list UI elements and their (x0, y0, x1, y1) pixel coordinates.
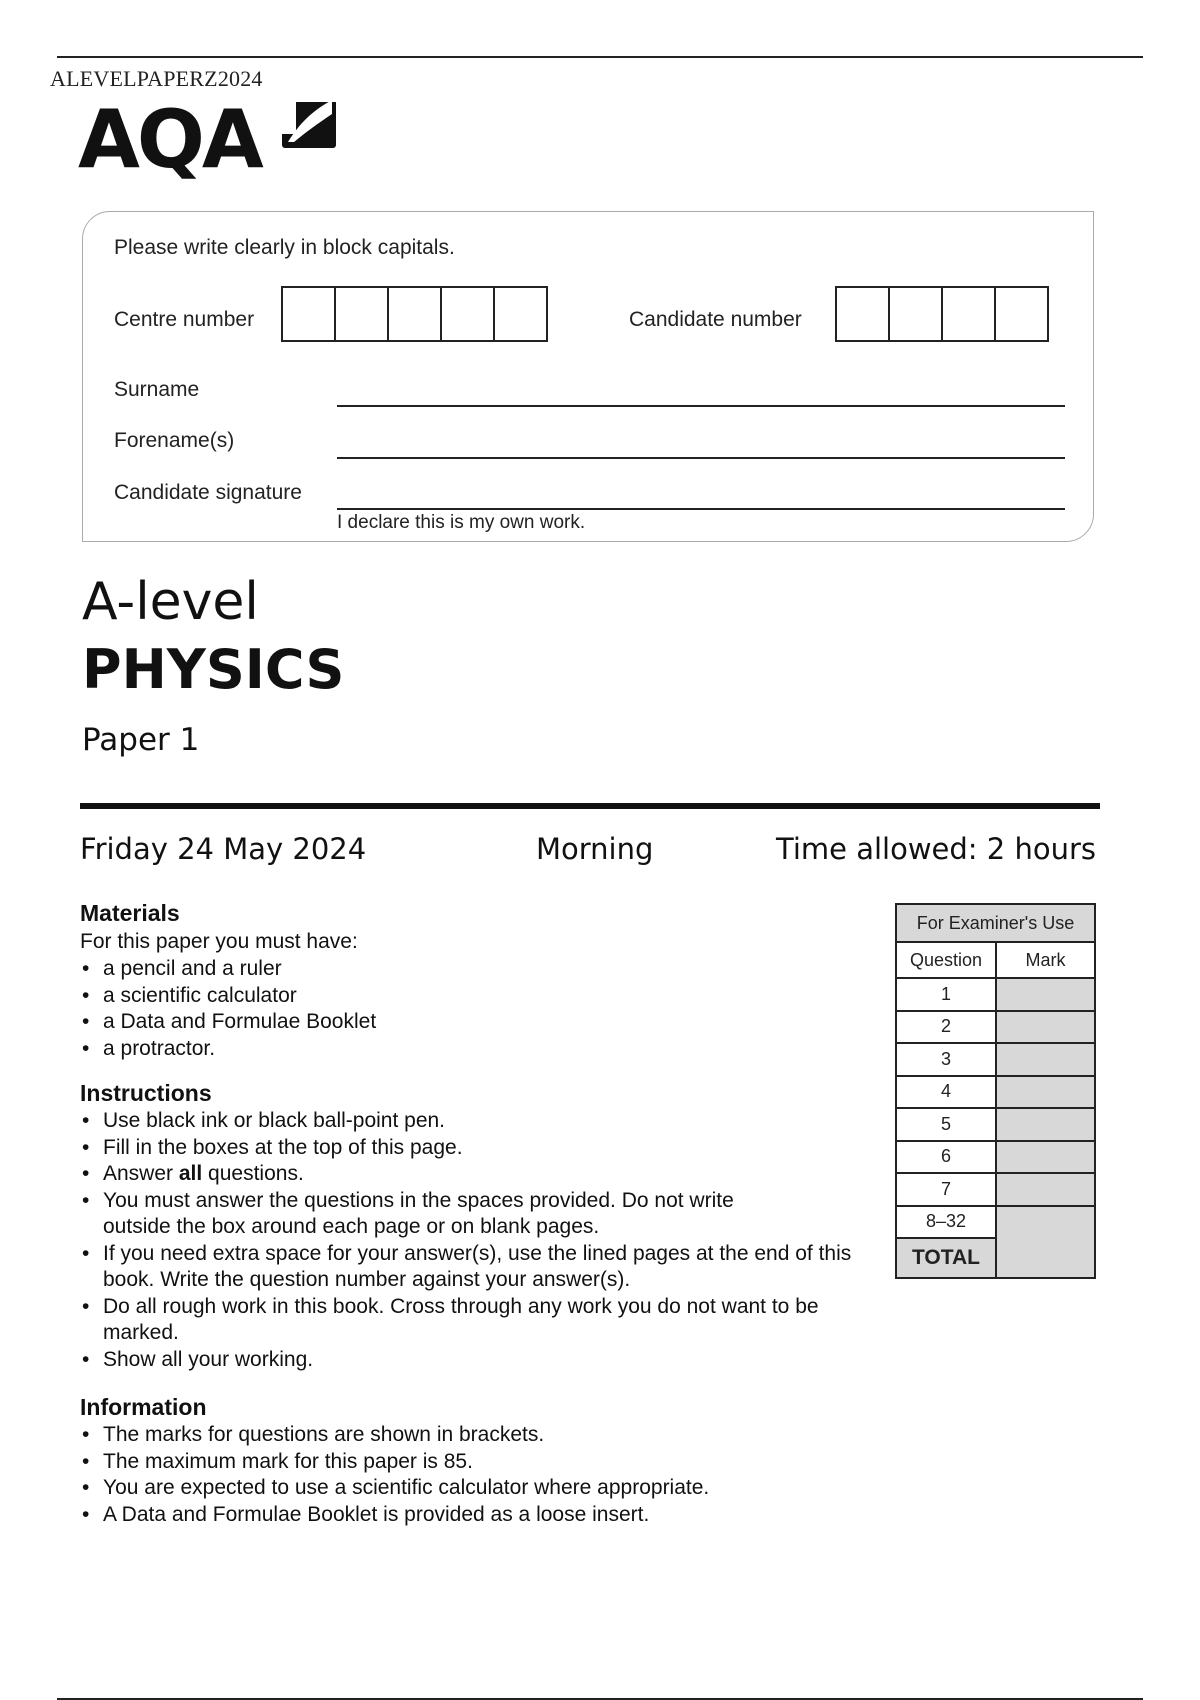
question-number: 3 (896, 1043, 996, 1076)
signature-label: Candidate signature (114, 481, 302, 504)
centre-number-digit-box[interactable] (334, 286, 389, 342)
list-item: • Use black ink or black ball-point pen. (80, 1108, 865, 1135)
answer-all-emphasis: all (178, 1162, 203, 1185)
centre-number-digit-box[interactable] (493, 286, 548, 342)
answer-all-after: questions. (202, 1162, 304, 1185)
candidate-number-boxes[interactable] (835, 286, 1047, 342)
list-item (80, 1161, 865, 1188)
table-row (896, 1173, 1095, 1206)
aqa-logo-text: AQA (78, 93, 261, 186)
list-item: • The marks for questions are shown in brackets. (80, 1422, 880, 1449)
list-item: • You are expected to use a scientific calculator where appropriate. (80, 1475, 880, 1502)
total-label: TOTAL (896, 1238, 996, 1278)
mark-cell (996, 1206, 1095, 1279)
mark-cell (996, 1043, 1095, 1076)
question-number: 2 (896, 1011, 996, 1044)
mark-cell (996, 1108, 1095, 1141)
surname-label: Surname (114, 378, 200, 401)
mark-cell (996, 1011, 1095, 1044)
list-item: • If you need extra space for your answer(s), use the lined pages at the end of this book. Write the question number against your answer(s). (80, 1241, 865, 1294)
candidate-number-digit-box[interactable] (888, 286, 943, 342)
materials-intro: For this paper you must have: (80, 930, 358, 953)
candidate-details-box (82, 211, 1094, 542)
centre-number-label: Centre number (114, 308, 255, 331)
declaration-text: I declare this is my own work. (337, 512, 586, 533)
materials-list (80, 956, 880, 1062)
header-divider (80, 803, 1100, 809)
table-row (896, 1108, 1095, 1141)
information-section (80, 1392, 880, 1528)
aqa-logo (78, 92, 378, 192)
table-row (896, 1011, 1095, 1044)
question-column-header: Question (896, 942, 996, 978)
list-item: • The maximum mark for this paper is 85. (80, 1449, 880, 1476)
top-rule (57, 56, 1143, 58)
mark-column-header: Mark (996, 942, 1095, 978)
aqa-leaf-mark-icon (280, 92, 338, 150)
examiner-use-table (895, 903, 1096, 1279)
surname-line[interactable] (337, 405, 1065, 407)
time-allowed: Time allowed: 2 hours (776, 832, 1096, 866)
instructions-list (80, 1108, 865, 1373)
information-list (80, 1422, 880, 1528)
exam-date: Friday 24 May 2024 (80, 832, 367, 866)
list-item: • Do all rough work in this book. Cross through any work you do not want to be marked. (80, 1294, 838, 1347)
candidate-number-digit-box[interactable] (994, 286, 1049, 342)
instructions-heading: Instructions (80, 1080, 212, 1106)
question-number: 1 (896, 978, 996, 1011)
exam-session: Morning (536, 832, 654, 866)
list-item: • A Data and Formulae Booklet is provided as a loose insert. (80, 1502, 880, 1529)
signature-line[interactable] (337, 508, 1065, 510)
table-row (896, 1043, 1095, 1076)
question-number: 5 (896, 1108, 996, 1141)
block-capitals-instruction: Please write clearly in block capitals. (114, 236, 455, 259)
instructions-section (80, 1078, 865, 1373)
paper-number: Paper 1 (82, 722, 200, 758)
centre-number-digit-box[interactable] (440, 286, 495, 342)
candidate-number-digit-box[interactable] (941, 286, 996, 342)
list-item: • a pencil and a ruler (80, 956, 880, 983)
mark-cell (996, 1076, 1095, 1109)
table-row (896, 1076, 1095, 1109)
list-item: • a Data and Formulae Booklet (80, 1009, 880, 1036)
question-number: 7 (896, 1173, 996, 1206)
mark-cell (996, 978, 1095, 1011)
qualification-level: A-level (82, 572, 259, 632)
list-item: • Fill in the boxes at the top of this page. (80, 1135, 865, 1162)
materials-section (80, 898, 880, 1062)
centre-number-digit-box[interactable] (281, 286, 336, 342)
table-row (896, 1206, 1095, 1239)
subject-title: PHYSICS (82, 638, 345, 701)
information-heading: Information (80, 1394, 207, 1420)
watermark-text: ALEVELPAPERZ2024 (50, 66, 263, 91)
list-item: • a scientific calculator (80, 983, 880, 1010)
list-item: • a protractor. (80, 1036, 880, 1063)
list-item: • You must answer the questions in the spaces provided. Do not write outside the box around each page or on blank pages. (80, 1188, 783, 1241)
question-number: 4 (896, 1076, 996, 1109)
materials-heading: Materials (80, 900, 180, 926)
centre-number-digit-box[interactable] (387, 286, 442, 342)
list-item: • Show all your working. (80, 1347, 865, 1374)
mark-cell (996, 1141, 1095, 1174)
forenames-line[interactable] (337, 457, 1065, 459)
table-row (896, 978, 1095, 1011)
answer-all-before: Answer (103, 1162, 179, 1185)
centre-number-boxes[interactable] (281, 286, 546, 342)
question-number: 6 (896, 1141, 996, 1174)
mark-cell (996, 1173, 1095, 1206)
candidate-number-label: Candidate number (629, 308, 802, 331)
candidate-number-digit-box[interactable] (835, 286, 890, 342)
forenames-label: Forename(s) (114, 429, 235, 452)
table-row (896, 1141, 1095, 1174)
question-number: 8–32 (896, 1206, 996, 1239)
examiner-table-title: For Examiner's Use (896, 904, 1095, 942)
